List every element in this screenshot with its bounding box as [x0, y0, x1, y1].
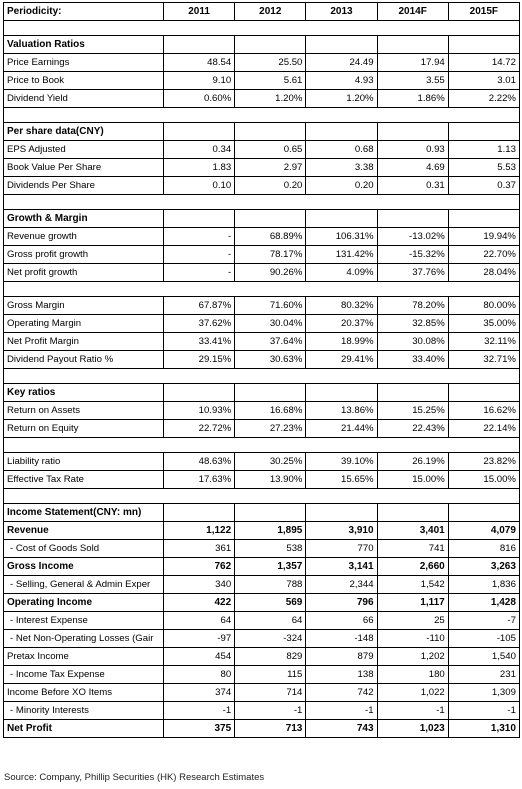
table-row	[4, 228, 520, 246]
table-row	[4, 54, 520, 72]
value-cell: 1,202	[377, 648, 448, 666]
spacer-cell	[4, 21, 164, 36]
empty-cell	[377, 36, 448, 54]
row-label: Price to Book	[4, 72, 164, 90]
value-cell: 25.50	[235, 54, 306, 72]
spacer-cell	[235, 282, 306, 297]
value-cell: 422	[164, 594, 235, 612]
table-row	[4, 720, 520, 738]
value-cell: -	[164, 246, 235, 264]
value-cell: 1,023	[377, 720, 448, 738]
value-cell: 39.10%	[306, 453, 377, 471]
spacer-row	[4, 438, 520, 453]
value-cell: 22.14%	[448, 420, 519, 438]
value-cell: 20.37%	[306, 315, 377, 333]
table-row	[4, 90, 520, 108]
row-label: Return on Assets	[4, 402, 164, 420]
value-cell: 26.19%	[377, 453, 448, 471]
table-row	[4, 612, 520, 630]
value-cell: 1,022	[377, 684, 448, 702]
spacer-cell	[164, 21, 235, 36]
table-row	[4, 177, 520, 195]
value-cell: 30.63%	[235, 351, 306, 369]
year-header: 2013	[306, 3, 377, 21]
value-cell: 22.72%	[164, 420, 235, 438]
value-cell: 33.40%	[377, 351, 448, 369]
value-cell: 3,263	[448, 558, 519, 576]
value-cell: 5.61	[235, 72, 306, 90]
value-cell: 27.23%	[235, 420, 306, 438]
row-label: Dividend Yield	[4, 90, 164, 108]
empty-cell	[448, 123, 519, 141]
empty-cell	[235, 123, 306, 141]
value-cell: 770	[306, 540, 377, 558]
value-cell: 90.26%	[235, 264, 306, 282]
spacer-cell	[448, 108, 519, 123]
table-row	[4, 648, 520, 666]
table-row	[4, 420, 520, 438]
value-cell: 1.83	[164, 159, 235, 177]
spacer-cell	[448, 195, 519, 210]
value-cell: 454	[164, 648, 235, 666]
value-cell: 374	[164, 684, 235, 702]
value-cell: 361	[164, 540, 235, 558]
value-cell: 66	[306, 612, 377, 630]
empty-cell	[164, 36, 235, 54]
value-cell: 10.93%	[164, 402, 235, 420]
value-cell: 64	[235, 612, 306, 630]
value-cell: 71.60%	[235, 297, 306, 315]
value-cell: 32.71%	[448, 351, 519, 369]
spacer-row	[4, 195, 520, 210]
value-cell: -13.02%	[377, 228, 448, 246]
value-cell: 0.10	[164, 177, 235, 195]
spacer-cell	[448, 489, 519, 504]
value-cell: 538	[235, 540, 306, 558]
value-cell: 742	[306, 684, 377, 702]
value-cell: -105	[448, 630, 519, 648]
value-cell: 16.68%	[235, 402, 306, 420]
value-cell: 2.22%	[448, 90, 519, 108]
empty-cell	[306, 36, 377, 54]
empty-cell	[377, 123, 448, 141]
value-cell: 714	[235, 684, 306, 702]
spacer-cell	[306, 369, 377, 384]
spacer-cell	[235, 195, 306, 210]
spacer-cell	[377, 489, 448, 504]
row-label: - Cost of Goods Sold	[4, 540, 164, 558]
value-cell: 3,141	[306, 558, 377, 576]
table-row	[4, 594, 520, 612]
value-cell: 19.94%	[448, 228, 519, 246]
value-cell: -1	[448, 702, 519, 720]
spacer-cell	[306, 282, 377, 297]
spacer-cell	[4, 369, 164, 384]
value-cell: 33.41%	[164, 333, 235, 351]
empty-cell	[306, 210, 377, 228]
value-cell: 0.20	[235, 177, 306, 195]
value-cell: 17.94	[377, 54, 448, 72]
row-label: Net Profit Margin	[4, 333, 164, 351]
value-cell: 0.65	[235, 141, 306, 159]
value-cell: 0.20	[306, 177, 377, 195]
spacer-cell	[306, 108, 377, 123]
spacer-cell	[164, 108, 235, 123]
value-cell: 2.97	[235, 159, 306, 177]
value-cell: 29.15%	[164, 351, 235, 369]
section-header-row	[4, 384, 520, 402]
row-label: Book Value Per Share	[4, 159, 164, 177]
year-header: 2011	[164, 3, 235, 21]
value-cell: 35.00%	[448, 315, 519, 333]
spacer-cell	[235, 108, 306, 123]
value-cell: 3,401	[377, 522, 448, 540]
table-row	[4, 684, 520, 702]
spacer-cell	[4, 195, 164, 210]
table-row	[4, 333, 520, 351]
value-cell: 78.20%	[377, 297, 448, 315]
value-cell: 25	[377, 612, 448, 630]
row-label: Income Before XO Items	[4, 684, 164, 702]
value-cell: 741	[377, 540, 448, 558]
table-row	[4, 315, 520, 333]
spacer-cell	[4, 489, 164, 504]
value-cell: 1,542	[377, 576, 448, 594]
row-label: Return on Equity	[4, 420, 164, 438]
value-cell: 30.04%	[235, 315, 306, 333]
row-label: Liability ratio	[4, 453, 164, 471]
value-cell: 4.69	[377, 159, 448, 177]
year-header: 2014F	[377, 3, 448, 21]
value-cell: 713	[235, 720, 306, 738]
empty-cell	[235, 504, 306, 522]
table-row	[4, 630, 520, 648]
section-header-row	[4, 210, 520, 228]
spacer-cell	[164, 369, 235, 384]
empty-cell	[448, 384, 519, 402]
value-cell: 37.62%	[164, 315, 235, 333]
value-cell: 30.25%	[235, 453, 306, 471]
value-cell: -1	[377, 702, 448, 720]
empty-cell	[306, 123, 377, 141]
value-cell: 37.64%	[235, 333, 306, 351]
spacer-cell	[235, 21, 306, 36]
value-cell: 80.32%	[306, 297, 377, 315]
value-cell: 138	[306, 666, 377, 684]
section-header-row	[4, 123, 520, 141]
value-cell: 340	[164, 576, 235, 594]
value-cell: 3.55	[377, 72, 448, 90]
table-row	[4, 453, 520, 471]
table-row	[4, 246, 520, 264]
table-row	[4, 351, 520, 369]
value-cell: 80.00%	[448, 297, 519, 315]
table-body	[4, 3, 520, 738]
value-cell: 3,910	[306, 522, 377, 540]
value-cell: -7	[448, 612, 519, 630]
value-cell: 64	[164, 612, 235, 630]
row-label: - Income Tax Expense	[4, 666, 164, 684]
table-row	[4, 522, 520, 540]
value-cell: 28.04%	[448, 264, 519, 282]
row-label: Dividends Per Share	[4, 177, 164, 195]
value-cell: 14.72	[448, 54, 519, 72]
value-cell: 1,540	[448, 648, 519, 666]
value-cell: -1	[235, 702, 306, 720]
source-note: Source: Company, Phillip Securities (HK) Research Estimates	[4, 772, 265, 783]
row-label: Operating Income	[4, 594, 164, 612]
financial-table-container	[3, 2, 519, 738]
spacer-cell	[306, 489, 377, 504]
spacer-cell	[448, 282, 519, 297]
spacer-row	[4, 282, 520, 297]
empty-cell	[235, 384, 306, 402]
spacer-cell	[377, 21, 448, 36]
row-label: Net profit growth	[4, 264, 164, 282]
value-cell: 22.70%	[448, 246, 519, 264]
value-cell: -148	[306, 630, 377, 648]
row-label: Operating Margin	[4, 315, 164, 333]
value-cell: 743	[306, 720, 377, 738]
empty-cell	[377, 384, 448, 402]
header-row	[4, 3, 520, 21]
spacer-cell	[448, 438, 519, 453]
value-cell: 131.42%	[306, 246, 377, 264]
row-label: Dividend Payout Ratio %	[4, 351, 164, 369]
empty-cell	[377, 504, 448, 522]
row-label: - Net Non-Operating Losses (Gair	[4, 630, 164, 648]
spacer-cell	[235, 489, 306, 504]
empty-cell	[448, 504, 519, 522]
empty-cell	[164, 123, 235, 141]
spacer-cell	[306, 21, 377, 36]
value-cell: 48.54	[164, 54, 235, 72]
table-row	[4, 666, 520, 684]
row-label: Net Profit	[4, 720, 164, 738]
value-cell: 3.38	[306, 159, 377, 177]
section-title: Per share data(CNY)	[4, 123, 164, 141]
empty-cell	[235, 210, 306, 228]
value-cell: 231	[448, 666, 519, 684]
year-header: 2012	[235, 3, 306, 21]
table-row	[4, 297, 520, 315]
value-cell: 15.25%	[377, 402, 448, 420]
spacer-row	[4, 21, 520, 36]
value-cell: 2,344	[306, 576, 377, 594]
spacer-cell	[4, 108, 164, 123]
value-cell: 4.93	[306, 72, 377, 90]
value-cell: 3.01	[448, 72, 519, 90]
empty-cell	[235, 36, 306, 54]
periodicity-label: Periodicity:	[4, 3, 164, 21]
value-cell: 4,079	[448, 522, 519, 540]
section-title: Income Statement(CNY: mn)	[4, 504, 164, 522]
value-cell: 1.86%	[377, 90, 448, 108]
table-row	[4, 540, 520, 558]
value-cell: 1.20%	[235, 90, 306, 108]
table-row	[4, 72, 520, 90]
value-cell: -324	[235, 630, 306, 648]
value-cell: 1,117	[377, 594, 448, 612]
value-cell: 0.93	[377, 141, 448, 159]
value-cell: 17.63%	[164, 471, 235, 489]
value-cell: 1,310	[448, 720, 519, 738]
value-cell: 569	[235, 594, 306, 612]
value-cell: 0.60%	[164, 90, 235, 108]
section-header-row	[4, 504, 520, 522]
value-cell: -97	[164, 630, 235, 648]
row-label: EPS Adjusted	[4, 141, 164, 159]
row-label: Revenue growth	[4, 228, 164, 246]
empty-cell	[164, 210, 235, 228]
value-cell: 9.10	[164, 72, 235, 90]
value-cell: 115	[235, 666, 306, 684]
value-cell: 1,309	[448, 684, 519, 702]
value-cell: 1,895	[235, 522, 306, 540]
empty-cell	[448, 210, 519, 228]
empty-cell	[306, 504, 377, 522]
value-cell: 24.49	[306, 54, 377, 72]
value-cell: 18.99%	[306, 333, 377, 351]
value-cell: 15.00%	[377, 471, 448, 489]
spacer-cell	[448, 21, 519, 36]
value-cell: -	[164, 264, 235, 282]
value-cell: -	[164, 228, 235, 246]
value-cell: 13.86%	[306, 402, 377, 420]
value-cell: 16.62%	[448, 402, 519, 420]
value-cell: 37.76%	[377, 264, 448, 282]
value-cell: 23.82%	[448, 453, 519, 471]
value-cell: 32.85%	[377, 315, 448, 333]
row-label: - Minority Interests	[4, 702, 164, 720]
year-header: 2015F	[448, 3, 519, 21]
section-header-row	[4, 36, 520, 54]
value-cell: 796	[306, 594, 377, 612]
value-cell: 22.43%	[377, 420, 448, 438]
value-cell: 180	[377, 666, 448, 684]
spacer-cell	[377, 369, 448, 384]
empty-cell	[164, 384, 235, 402]
value-cell: 21.44%	[306, 420, 377, 438]
table-row	[4, 264, 520, 282]
value-cell: 2,660	[377, 558, 448, 576]
value-cell: 788	[235, 576, 306, 594]
value-cell: 32.11%	[448, 333, 519, 351]
value-cell: 78.17%	[235, 246, 306, 264]
row-label: Revenue	[4, 522, 164, 540]
spacer-cell	[235, 438, 306, 453]
value-cell: 1,428	[448, 594, 519, 612]
empty-cell	[306, 384, 377, 402]
value-cell: 0.31	[377, 177, 448, 195]
table-row	[4, 159, 520, 177]
section-title: Valuation Ratios	[4, 36, 164, 54]
spacer-cell	[164, 282, 235, 297]
row-label: Effective Tax Rate	[4, 471, 164, 489]
table-row	[4, 141, 520, 159]
value-cell: 1.13	[448, 141, 519, 159]
value-cell: 0.34	[164, 141, 235, 159]
spacer-cell	[377, 438, 448, 453]
value-cell: 4.09%	[306, 264, 377, 282]
value-cell: 68.89%	[235, 228, 306, 246]
value-cell: 1,836	[448, 576, 519, 594]
value-cell: 15.65%	[306, 471, 377, 489]
value-cell: 0.68	[306, 141, 377, 159]
spacer-cell	[4, 438, 164, 453]
spacer-cell	[377, 282, 448, 297]
value-cell: 762	[164, 558, 235, 576]
spacer-cell	[448, 369, 519, 384]
table-row	[4, 576, 520, 594]
value-cell: -110	[377, 630, 448, 648]
spacer-row	[4, 108, 520, 123]
value-cell: 5.53	[448, 159, 519, 177]
empty-cell	[377, 210, 448, 228]
section-title: Key ratios	[4, 384, 164, 402]
table-row	[4, 702, 520, 720]
empty-cell	[448, 36, 519, 54]
value-cell: 48.63%	[164, 453, 235, 471]
spacer-cell	[164, 195, 235, 210]
value-cell: 375	[164, 720, 235, 738]
value-cell: 879	[306, 648, 377, 666]
empty-cell	[164, 504, 235, 522]
financial-table	[3, 2, 520, 738]
value-cell: 30.08%	[377, 333, 448, 351]
spacer-cell	[377, 195, 448, 210]
row-label: Gross Margin	[4, 297, 164, 315]
row-label: Price Earnings	[4, 54, 164, 72]
spacer-cell	[306, 438, 377, 453]
table-row	[4, 402, 520, 420]
value-cell: -1	[306, 702, 377, 720]
row-label: - Interest Expense	[4, 612, 164, 630]
spacer-cell	[164, 438, 235, 453]
section-title: Growth & Margin	[4, 210, 164, 228]
value-cell: 13.90%	[235, 471, 306, 489]
spacer-cell	[377, 108, 448, 123]
spacer-row	[4, 369, 520, 384]
table-row	[4, 558, 520, 576]
value-cell: 15.00%	[448, 471, 519, 489]
row-label: - Selling, General & Admin Exper	[4, 576, 164, 594]
spacer-cell	[235, 369, 306, 384]
value-cell: -1	[164, 702, 235, 720]
row-label: Pretax Income	[4, 648, 164, 666]
value-cell: 816	[448, 540, 519, 558]
value-cell: 106.31%	[306, 228, 377, 246]
value-cell: 1.20%	[306, 90, 377, 108]
value-cell: 829	[235, 648, 306, 666]
table-row	[4, 471, 520, 489]
value-cell: 1,357	[235, 558, 306, 576]
spacer-row	[4, 489, 520, 504]
value-cell: 1,122	[164, 522, 235, 540]
value-cell: 67.87%	[164, 297, 235, 315]
value-cell: 29.41%	[306, 351, 377, 369]
row-label: Gross Income	[4, 558, 164, 576]
value-cell: 0.37	[448, 177, 519, 195]
spacer-cell	[306, 195, 377, 210]
row-label: Gross profit growth	[4, 246, 164, 264]
spacer-cell	[164, 489, 235, 504]
spacer-cell	[4, 282, 164, 297]
value-cell: 80	[164, 666, 235, 684]
value-cell: -15.32%	[377, 246, 448, 264]
